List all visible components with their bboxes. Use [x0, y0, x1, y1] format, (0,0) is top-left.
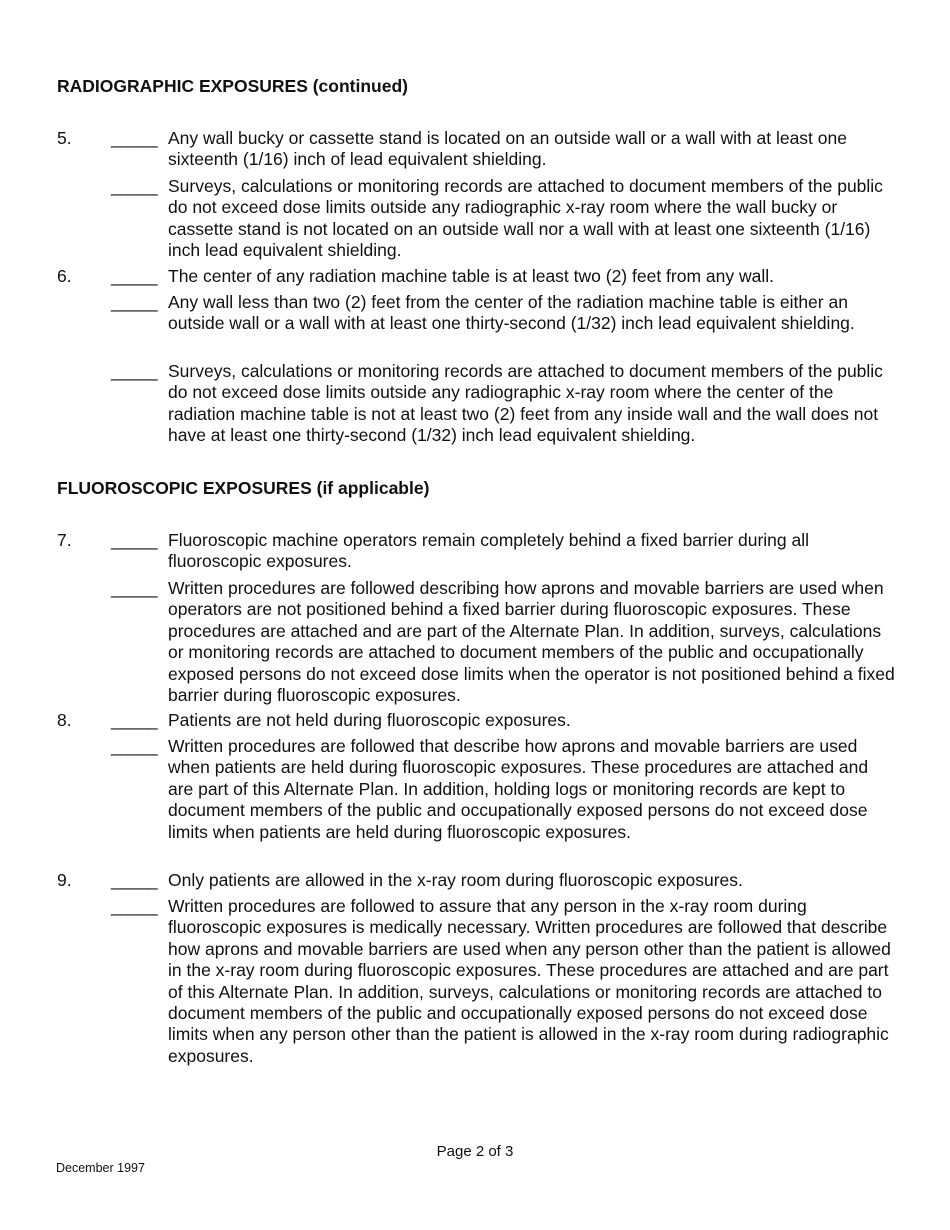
- section-heading-radiographic: RADIOGRAPHIC EXPOSURES (continued): [57, 76, 408, 96]
- checklist-item-5: [57, 128, 907, 171]
- item-number: 5.: [57, 128, 72, 148]
- item-number: 7.: [57, 530, 72, 550]
- item-text: Any wall bucky or cassette stand is located on an outside wall or a wall with at least one sixteenth (1/16) inch of lead equivalent shielding.: [168, 128, 847, 170]
- item-number: 9.: [57, 870, 72, 890]
- checklist-item-6-alt-b: [57, 361, 907, 447]
- check-blank[interactable]: _____: [111, 128, 158, 148]
- check-blank[interactable]: _____: [111, 266, 158, 286]
- checklist-item-9-alt: [57, 896, 907, 1067]
- checklist-item-6-alt-a: [57, 292, 907, 335]
- item-number: 8.: [57, 710, 72, 730]
- check-blank[interactable]: _____: [111, 710, 158, 730]
- checklist-item-6: [57, 266, 907, 287]
- check-blank[interactable]: _____: [111, 361, 158, 381]
- checklist-item-5-alt: [57, 176, 907, 262]
- item-text: Written procedures are followed describing how aprons and movable barriers are used when operators are not positioned behind a fixed barrier during fluoroscopic exposures. These procedures are attached and are part of the Alternate Plan. In addition, surveys, calculations or monitoring records are attached to document members of the public and occupationally exposed persons do not exceed dose limits when the operator is not positioned behind a fixed barrier during fluoroscopic exposures.: [168, 578, 895, 706]
- page-number: Page 2 of 3: [436, 1143, 514, 1160]
- item-text: Only patients are allowed in the x-ray room during fluoroscopic exposures.: [168, 870, 743, 890]
- check-blank[interactable]: _____: [111, 176, 158, 196]
- item-number: 6.: [57, 266, 72, 286]
- item-text: Any wall less than two (2) feet from the center of the radiation machine table is either an outside wall or a wall with at least one thirty-second (1/32) inch lead equivalent shielding.: [168, 292, 855, 334]
- check-blank[interactable]: _____: [111, 578, 158, 598]
- revision-date: December 1997: [56, 1161, 145, 1175]
- item-text: Surveys, calculations or monitoring records are attached to document members of the public do not exceed dose limits outside any radiographic x-ray room where the wall bucky or cassette stand is not located on an outside wall nor a wall with at least one sixteenth (1/16) inch lead equivalent shielding.: [168, 176, 883, 261]
- item-text: Surveys, calculations or monitoring records are attached to document members of the public do not exceed dose limits outside any radiographic x-ray room where the center of the radiation machine table is not at least two (2) feet from any inside wall and the wall does not have at least one thirty-second (1/32) inch lead equivalent shielding.: [168, 361, 883, 446]
- checklist-item-7: [57, 530, 907, 573]
- checklist-item-7-alt: [57, 578, 907, 706]
- check-blank[interactable]: _____: [111, 870, 158, 890]
- checklist-item-9: [57, 870, 907, 891]
- check-blank[interactable]: _____: [111, 292, 158, 312]
- item-text: Written procedures are followed to assure that any person in the x-ray room during fluoroscopic exposures is medically necessary. Written procedures are followed that describe how aprons and movable barriers are used when any person other than the patient is allowed in the x-ray room during fluoroscopic exposures. These procedures are attached and are part of this Alternate Plan. In addition, surveys, calculations or monitoring records are attached to document members of the public and occupationally exposed persons do not exceed dose limits when any person other than the patient is allowed in the x-ray room during radiographic exposures.: [168, 896, 891, 1066]
- check-blank[interactable]: _____: [111, 896, 158, 916]
- item-text: The center of any radiation machine table is at least two (2) feet from any wall.: [168, 266, 774, 286]
- checklist-item-8: [57, 710, 907, 731]
- checklist-item-8-alt: [57, 736, 907, 843]
- section-heading-fluoroscopic: FLUOROSCOPIC EXPOSURES (if applicable): [57, 478, 430, 498]
- check-blank[interactable]: _____: [111, 530, 158, 550]
- item-text: Fluoroscopic machine operators remain completely behind a fixed barrier during all fluoroscopic exposures.: [168, 530, 810, 572]
- item-text: Patients are not held during fluoroscopic exposures.: [168, 710, 571, 730]
- check-blank[interactable]: _____: [111, 736, 158, 756]
- item-text: Written procedures are followed that describe how aprons and movable barriers are used when patients are held during fluoroscopic exposures. These procedures are attached and are part of this Alternate Plan. In addition, holding logs or monitoring records are kept to document members of the public and occupationally exposed persons do not exceed dose limits when patients are held during fluoroscopic exposures.: [168, 736, 869, 842]
